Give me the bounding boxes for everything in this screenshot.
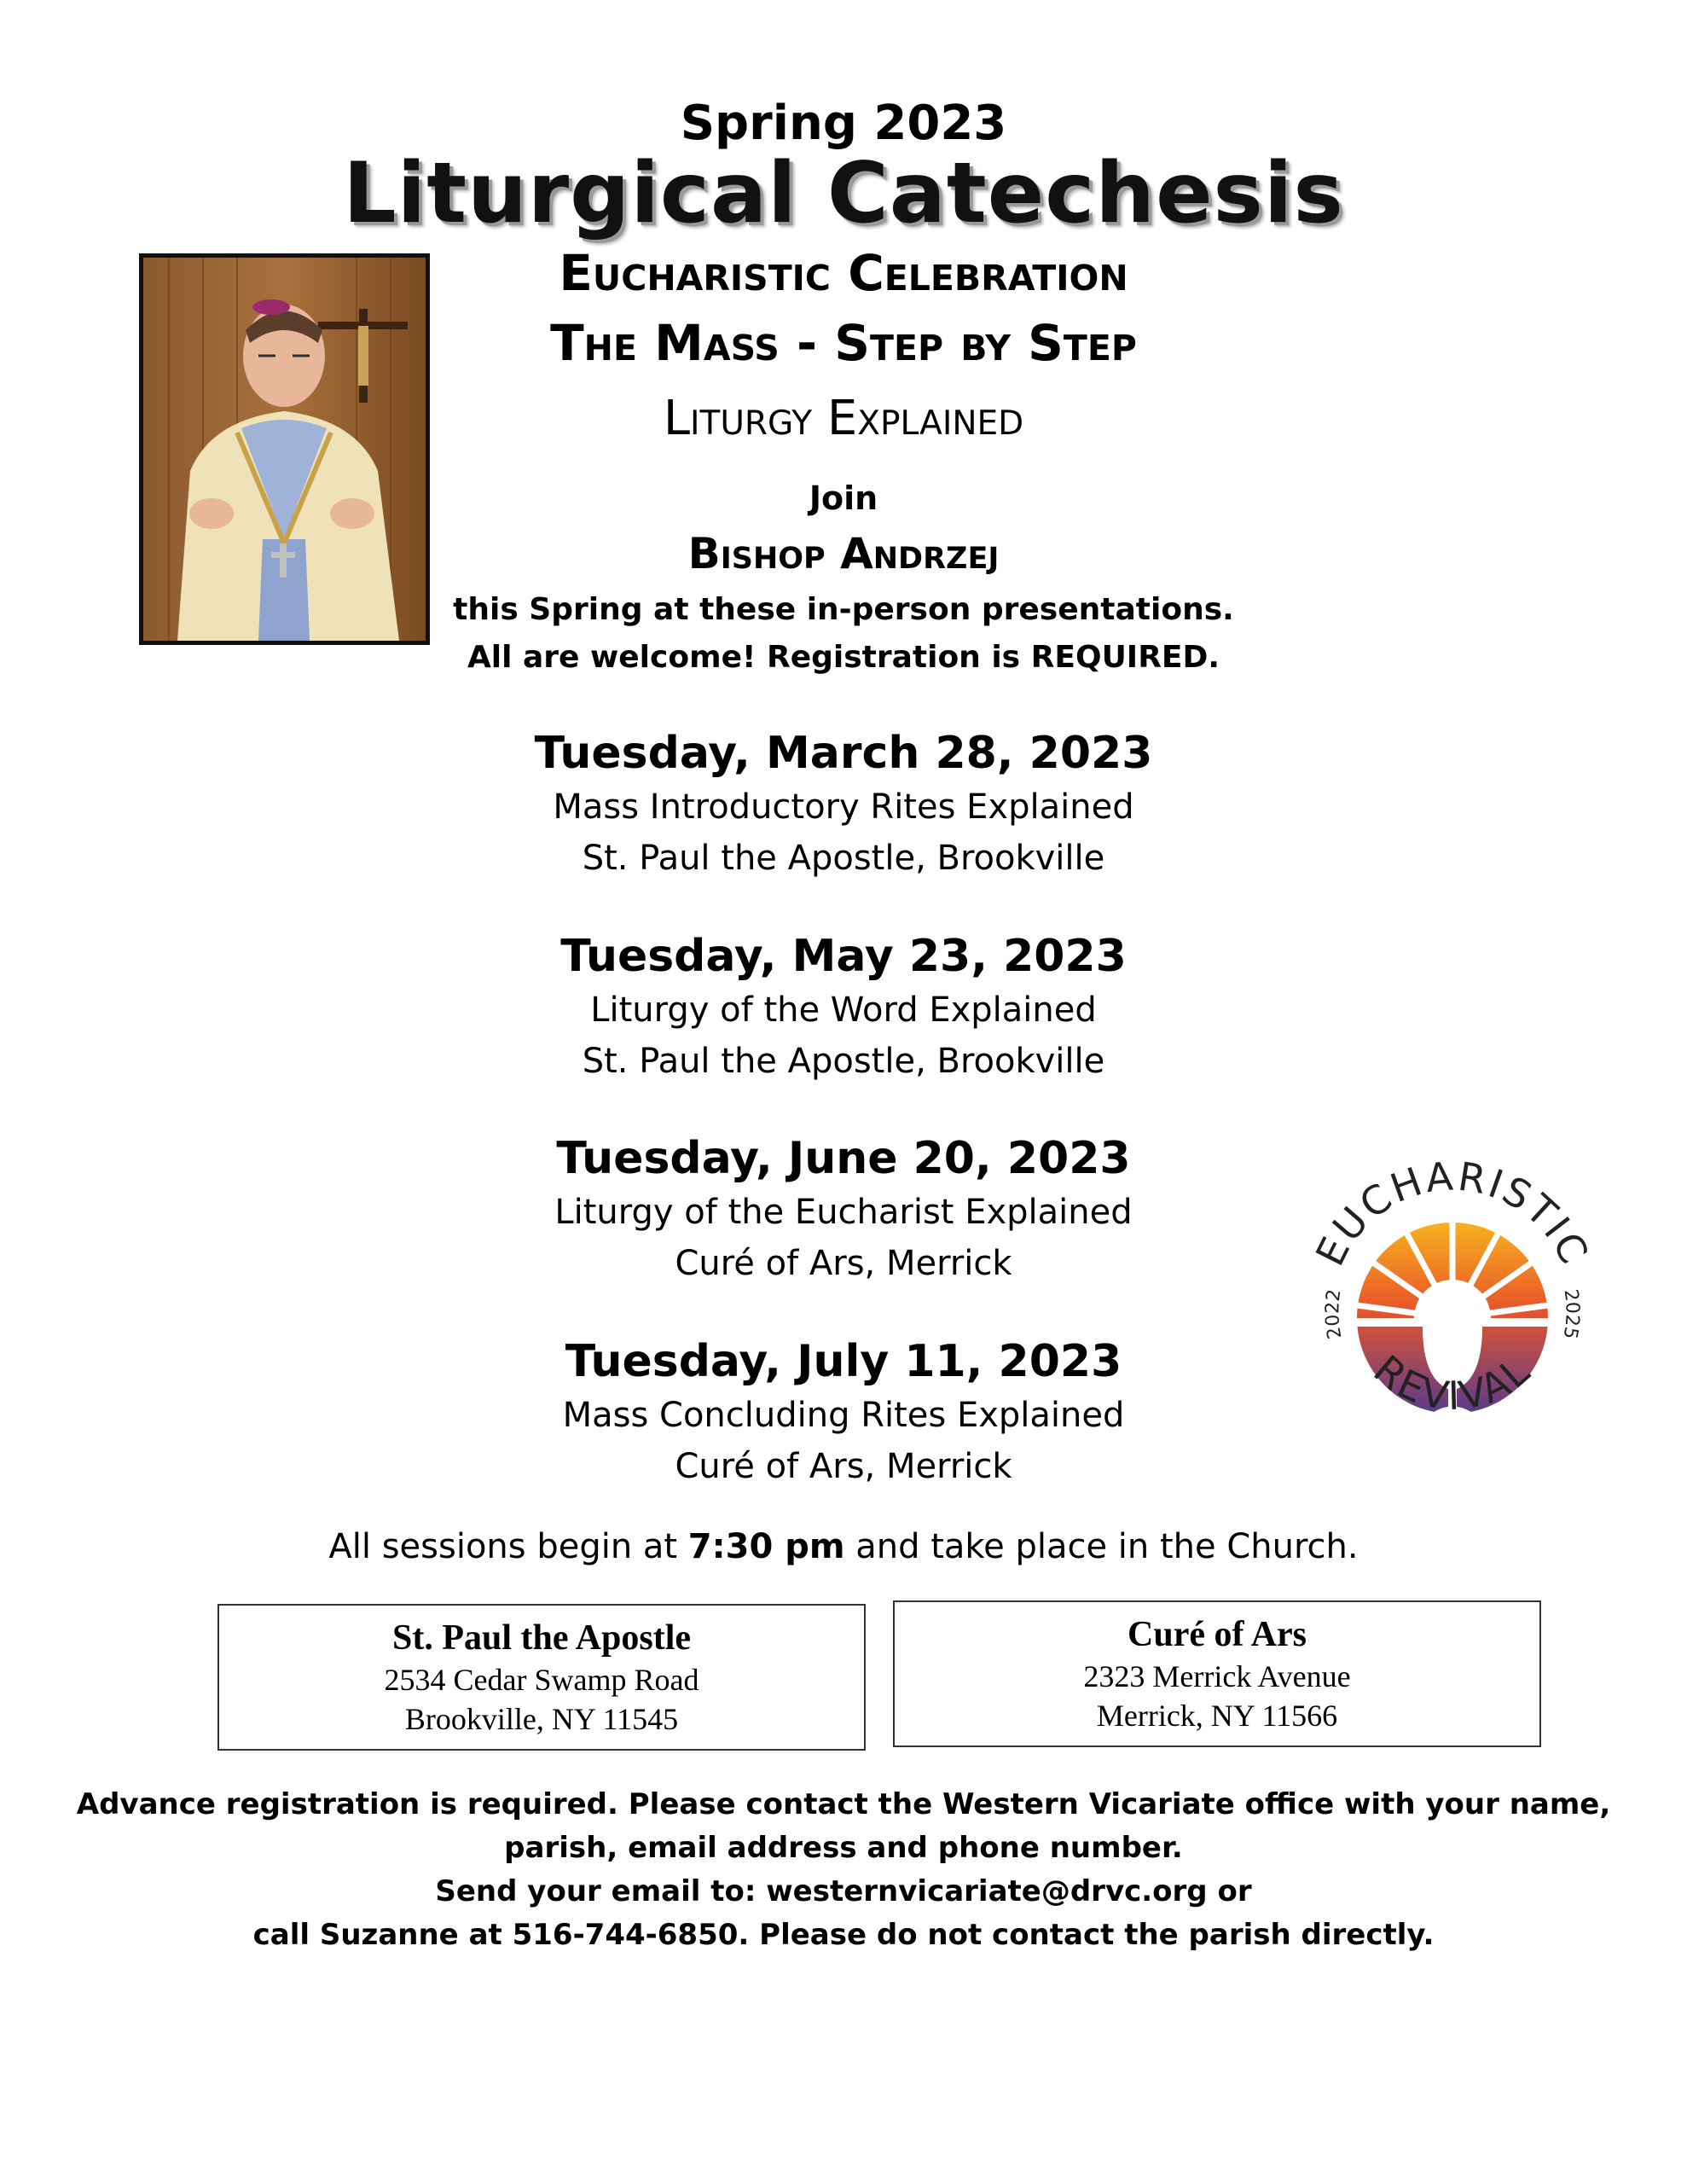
location-name: St. Paul the Apostle <box>391 1618 692 1658</box>
footer-line-1: Advance registration is required. Please contact the Western Vicariate office with your name, <box>76 1787 1611 1821</box>
session-2 <box>0 928 1687 1087</box>
session-1 <box>0 725 1687 884</box>
footer-line-2: parish, email address and phone number. <box>504 1831 1183 1865</box>
location-city: Brookville, NY 11545 <box>404 1702 679 1736</box>
subtitle-mass-step-by-step: The Mass - Step by Step <box>550 314 1137 372</box>
time-note-before: All sessions begin at <box>328 1527 688 1566</box>
location-street: 2323 Merrick Avenue <box>1083 1659 1351 1693</box>
bishop-photo <box>139 253 430 645</box>
location-city: Merrick, NY 11566 <box>1096 1699 1338 1733</box>
location-name: Curé of Ars <box>1128 1615 1307 1654</box>
registration-footer <box>0 1783 1687 1957</box>
bishop-photo-illustration <box>143 258 426 641</box>
logo-year-right: 2025 <box>1558 1287 1583 1341</box>
invite-line-2: All are welcome! Registration is REQUIRED. <box>467 640 1220 675</box>
address-box-cure-of-ars <box>893 1600 1541 1747</box>
session-time: 7:30 pm <box>687 1527 845 1566</box>
logo-bottom-text: REVIVAL <box>1365 1345 1540 1420</box>
footer-line-3: Send your email to: westernvicariate@drvc.org or <box>435 1874 1252 1908</box>
session-place: St. Paul the Apostle, Brookville <box>582 1042 1105 1081</box>
session-topic: Mass Introductory Rites Explained <box>553 787 1134 827</box>
logo-top-text: EUCHARISTIC <box>1307 1153 1598 1273</box>
season-label: Spring 2023 <box>680 96 1007 151</box>
session-date: Tuesday, July 11, 2023 <box>565 1336 1122 1387</box>
time-note-after: and take place in the Church. <box>844 1527 1359 1566</box>
session-time-note <box>0 1527 1687 1566</box>
address-box-st-paul <box>217 1604 866 1751</box>
eucharistic-revival-logo <box>1295 1143 1610 1459</box>
footer-line-4: call Suzanne at 516-744-6850. Please do not contact the parish directly. <box>252 1918 1435 1952</box>
logo-year-left: 2022 <box>1322 1287 1347 1341</box>
subtitle-liturgy-explained: Liturgy Explained <box>663 391 1024 446</box>
presenter-name: Bishop Andrzej <box>687 529 1000 578</box>
session-date: Tuesday, May 23, 2023 <box>560 931 1127 982</box>
join-label: Join <box>809 479 878 517</box>
invite-line-1: this Spring at these in-person presentations. <box>453 592 1234 627</box>
session-place: Curé of Ars, Merrick <box>675 1244 1012 1283</box>
session-place: St. Paul the Apostle, Brookville <box>582 839 1105 878</box>
session-place: Curé of Ars, Merrick <box>675 1447 1012 1486</box>
session-date: Tuesday, March 28, 2023 <box>534 728 1153 779</box>
svg-text:2025 <box>1558 1288 1582 1341</box>
svg-text:2022 <box>1322 1288 1346 1341</box>
session-topic: Liturgy of the Eucharist Explained <box>554 1193 1133 1232</box>
eucharistic-revival-logo-graphic <box>1295 1143 1610 1459</box>
page-title: Liturgical Catechesis <box>343 145 1344 242</box>
session-topic: Mass Concluding Rites Explained <box>562 1396 1125 1435</box>
session-topic: Liturgy of the Word Explained <box>590 990 1097 1030</box>
subtitle-eucharistic-celebration: Eucharistic Celebration <box>559 244 1128 302</box>
location-street: 2534 Cedar Swamp Road <box>384 1663 699 1697</box>
session-date: Tuesday, June 20, 2023 <box>556 1133 1131 1184</box>
